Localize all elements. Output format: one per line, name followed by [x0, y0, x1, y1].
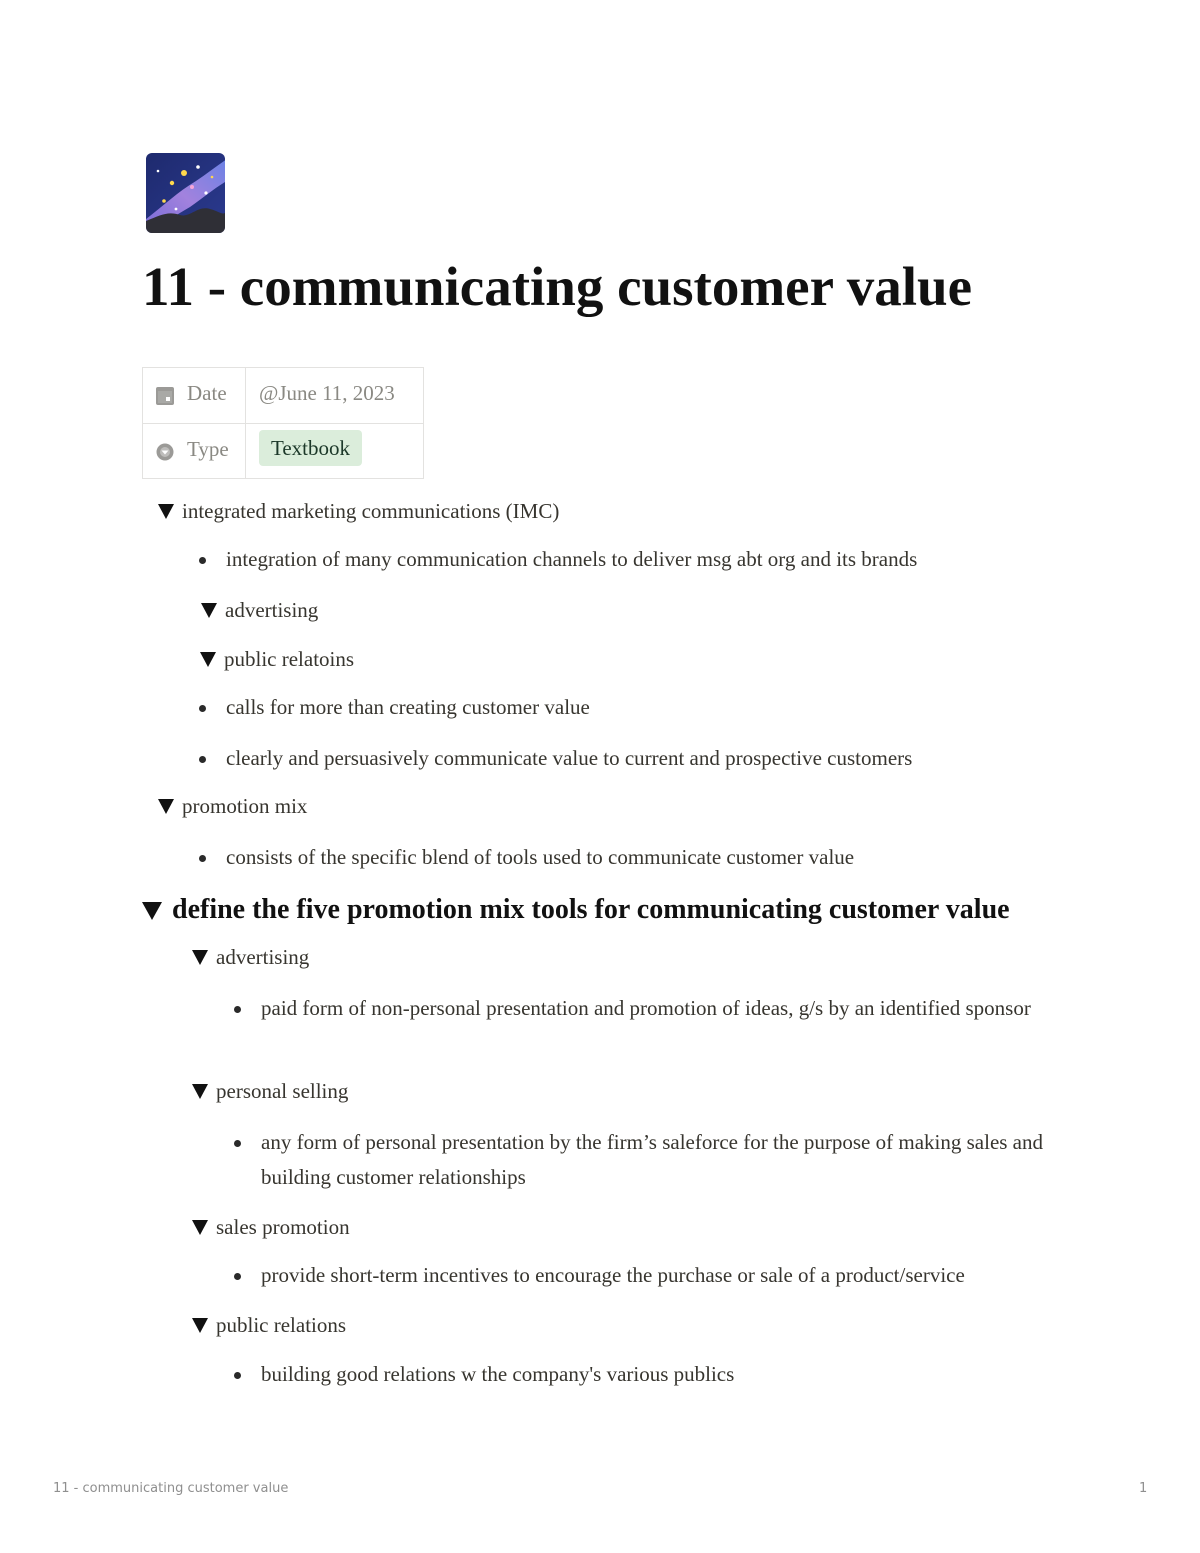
bullet-icon [234, 1273, 241, 1280]
toggle-triangle-icon[interactable] [192, 1084, 208, 1099]
toggle-label: advertising [225, 598, 319, 622]
list-item [234, 1125, 1064, 1197]
property-label: Date [187, 381, 227, 405]
property-label-cell [143, 424, 246, 479]
list-item-text: calls for more than creating customer value [226, 695, 590, 719]
property-label: Type [187, 437, 229, 461]
toggle-triangle-icon[interactable] [192, 1220, 208, 1235]
property-label-cell [143, 368, 246, 423]
section-heading: define the five promotion mix tools for communicating customer value [172, 894, 1010, 925]
select-icon [156, 443, 174, 461]
list-item-text: paid form of non-personal presentation and promotion of ideas, g/s by an identified sponsor [261, 996, 1031, 1020]
toggle-label: integrated marketing communications (IMC) [182, 499, 560, 523]
property-date[interactable] [143, 368, 423, 424]
date-value[interactable]: @June 11, 2023 [259, 381, 395, 405]
toggle-label: public relatoins [224, 647, 355, 671]
list-item-text: provide short-term incentives to encourage the purchase or sale of a product/service [261, 1263, 965, 1287]
toggle-triangle-icon[interactable] [200, 652, 216, 667]
toggle-label: personal selling [216, 1079, 349, 1103]
bullet-icon [199, 705, 206, 712]
bullet-icon [234, 1372, 241, 1379]
list-item-text: consists of the specific blend of tools used to communicate customer value [226, 845, 855, 869]
list-item-text: integration of many communication channels to deliver msg abt org and its brands [226, 547, 918, 571]
bullet-icon [234, 1140, 241, 1147]
toggle-triangle-icon[interactable] [158, 799, 174, 814]
type-tag[interactable]: Textbook [259, 430, 362, 466]
list-item-text: any form of personal presentation by the firm’s saleforce for the purpose of making sales and building customer relationships [261, 1130, 1044, 1189]
bullet-icon [199, 855, 206, 862]
toggle-triangle-icon[interactable] [192, 1318, 208, 1333]
properties-table [142, 367, 424, 479]
toggle-triangle-icon[interactable] [158, 504, 174, 519]
toggle-label: advertising [216, 945, 310, 969]
page-number: 1 [1139, 1481, 1148, 1496]
footer-title: 11 - communicating customer value [53, 1481, 289, 1496]
toggle-triangle-icon[interactable] [142, 902, 162, 920]
bullet-icon [234, 1006, 241, 1013]
bullet-icon [199, 756, 206, 763]
page-title: 11 - communicating customer value [142, 256, 973, 317]
toggle-triangle-icon[interactable] [201, 603, 217, 618]
list-item-text: building good relations w the company's various publics [261, 1362, 735, 1386]
toggle-label: sales promotion [216, 1215, 350, 1239]
list-item [234, 991, 1064, 1063]
toggle-triangle-icon[interactable] [192, 950, 208, 965]
toggle-label: promotion mix [182, 794, 308, 818]
toggle-label: public relations [216, 1313, 347, 1337]
list-item-text: clearly and persuasively communicate value to current and prospective customers [226, 746, 913, 770]
bullet-icon [199, 557, 206, 564]
calendar-icon [156, 387, 174, 405]
milky-way-icon [146, 153, 225, 233]
property-type[interactable] [143, 424, 423, 479]
